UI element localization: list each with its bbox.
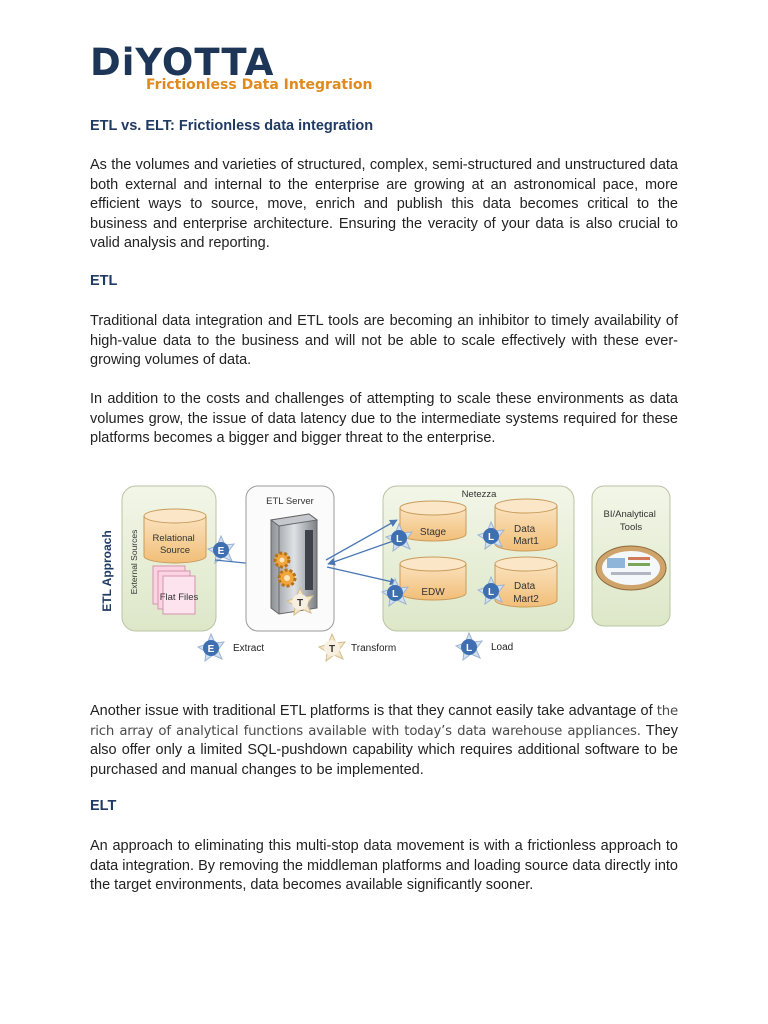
legend-extract-letter: E [207,644,215,655]
etl-paragraph-2: In addition to the costs and challenges of attempting to scale these environments as data volumes grow, the issue of data latency due to the intermediate systems required for these platforms becomes a bigger and bigger threat to the enterprise. [90,391,678,446]
etl-approach-diagram [95,478,675,663]
post-diagram-paragraph [90,702,678,780]
logo-tagline: Frictionless Data Integration [146,77,373,93]
transform-badge-letter: T [296,598,304,609]
legend-transform-letter: T [328,644,336,655]
flat-files-icon [153,566,195,614]
data-mart2-label: Data Mart2 [513,581,539,605]
extract-badge-letter: E [217,546,225,557]
document-title: ETL vs. ELT: Frictionless data integration [90,118,374,134]
external-sources-label: External Sources [129,529,139,595]
logo-wordmark: DiYOTTA [90,41,275,84]
paragraph-part-2: the rich array of analytical functions available with today’s data warehouse appliances. [90,704,678,739]
etl-heading: ETL [90,273,118,289]
paragraph-part-1: Another issue with traditional ETL platforms is that they cannot easily take advantage of [90,703,653,719]
company-logo [90,41,373,93]
load-badge-edw-letter: L [391,589,399,600]
legend-extract-label: Extract [233,643,265,654]
load-badge-mart2-letter: L [487,587,495,598]
data-mart1-label: Data Mart1 [513,524,539,547]
load-badge-stage-letter: L [395,534,403,545]
etl-server-label: ETL Server [266,496,314,507]
stage-label: Stage [419,527,447,538]
etl-paragraph-1: Traditional data integration and ETL tools are becoming an inhibitor to timely availability of high-value data to the business and will not be able to scale effectively with these ever-growing volumes of data. [90,313,678,368]
flat-files-label: Flat Files [159,592,199,603]
dashboard-icon [596,546,666,590]
netezza-label: Netezza [461,489,497,500]
load-badge-mart1-letter: L [487,532,495,543]
elt-paragraph: An approach to eliminating this multi-stop data movement is with a frictionless approach to data integration. By removing the middleman platforms and loading source data directly into the target environments, data becomes available significantly sooner. [90,838,678,893]
bi-tools-label: BI/Analytical Tools [603,509,656,533]
legend-transform-label: Transform [351,643,397,654]
paragraph-part-3: They also offer only a limited SQL-pushdown capability which requires additional software to be purchased and manual changes to be implemented. [90,722,678,778]
edw-label: EDW [421,587,445,598]
relational-source-label: Relational Source [152,533,195,556]
legend-load-label: Load [491,642,514,653]
intro-paragraph: As the volumes and varieties of structured, complex, semi-structured and unstructured data both external and internal to the enterprise are growing at an astronomical pace, more efficient ways to source, move, enrich and publish this data becomes critical to the business and enterprise architecture. Ensuring the veracity of your data is also crucial to valid analysis and reporting. [90,157,678,251]
etl-approach-label: ETL Approach [100,530,114,612]
elt-heading: ELT [90,798,117,814]
legend-load-letter: L [465,643,473,654]
